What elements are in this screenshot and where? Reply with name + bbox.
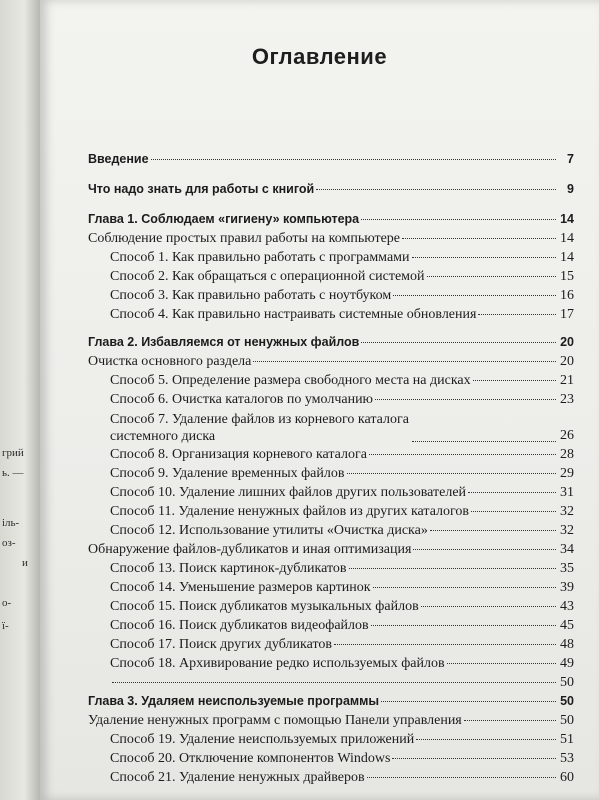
- dot-leader: [412, 441, 556, 442]
- book-page: [40, 0, 599, 800]
- toc-section: [88, 352, 574, 371]
- dot-leader: [392, 758, 556, 759]
- dot-leader: [468, 492, 556, 493]
- toc-entry-label: Способ 20. Отключение компонентов Windows: [110, 751, 391, 766]
- dot-leader: [471, 511, 556, 512]
- adjacent-page-fragment: грий: [2, 447, 24, 459]
- toc-entry-label: Способ 13. Поиск картинок-дубликатов: [110, 561, 347, 576]
- dot-leader: [416, 739, 556, 740]
- toc-entry-label: Удаление ненужных программ с помощью Панели управления: [88, 713, 462, 728]
- toc-entry-label: Способ 16. Поиск дубликатов видеофайлов: [110, 618, 369, 633]
- toc-entry-label: Способ 17. Поиск других дубликатов: [110, 637, 332, 652]
- toc-method: [88, 597, 574, 616]
- dot-leader: [381, 701, 556, 702]
- toc-entry-label: Способ 11. Удаление ненужных файлов из других каталогов: [110, 504, 470, 519]
- dot-leader: [361, 219, 556, 220]
- toc-entry-page: 50: [560, 675, 574, 690]
- toc-entry-page: 14: [560, 231, 574, 246]
- toc-entry-label: Введение: [88, 152, 149, 166]
- toc-entry-howto: [88, 180, 574, 199]
- toc-entry-page: 49: [560, 656, 574, 671]
- toc-method: [88, 521, 574, 540]
- toc-entry-label: Глава 2. Избавляемся от ненужных файлов: [88, 335, 360, 349]
- dot-leader: [421, 606, 556, 607]
- toc-method: [88, 635, 574, 654]
- toc-section: [88, 229, 574, 248]
- toc-method: [88, 445, 574, 464]
- toc-entry-page: 35: [560, 561, 574, 576]
- dot-leader: [334, 644, 556, 645]
- toc-method: [88, 464, 574, 483]
- adjacent-page-fragment: о-: [2, 597, 12, 609]
- toc-method: [88, 305, 574, 324]
- adjacent-page-fragment: ї-: [2, 620, 9, 632]
- dot-leader: [393, 295, 556, 296]
- dot-leader: [373, 587, 556, 588]
- toc-entry-label: Способ 8. Организация корневого каталога: [110, 447, 367, 462]
- toc-extra-line: [88, 673, 574, 692]
- dot-leader: [473, 380, 556, 381]
- toc-entry-label: Способ 15. Поиск дубликатов музыкальных файлов: [110, 599, 419, 614]
- toc-chapter-3: [88, 692, 574, 711]
- toc-entry-page: 9: [567, 182, 574, 196]
- toc-entry-page: 50: [560, 713, 574, 728]
- toc-method: [88, 371, 574, 390]
- toc-entry-label: Обнаружение файлов-дубликатов и иная оптимизация: [88, 542, 412, 557]
- toc-entry-label: Способ 3. Как правильно работать с ноутбуком: [110, 288, 392, 303]
- dot-leader: [464, 720, 556, 721]
- toc-entry-label: Что надо знать для работы с книгой: [88, 182, 315, 196]
- toc-method: [88, 578, 574, 597]
- dot-leader: [112, 682, 556, 683]
- toc-entry-page: 39: [560, 580, 574, 595]
- toc-method: [88, 616, 574, 635]
- toc-entry-page: 21: [560, 373, 574, 388]
- toc-entry-label: Очистка основного раздела: [88, 354, 252, 369]
- toc-entry-page: 20: [560, 354, 574, 369]
- dot-leader: [413, 549, 556, 550]
- toc-section: [88, 540, 574, 559]
- toc-section: [88, 711, 574, 730]
- adjacent-page-fragment: ь. —: [2, 467, 24, 479]
- toc-entry-intro: [88, 150, 574, 169]
- toc-entry-page: 53: [560, 751, 574, 766]
- toc-entry-page: 60: [560, 770, 574, 785]
- toc-entry-page: 31: [560, 485, 574, 500]
- dot-leader: [253, 361, 556, 362]
- toc-entry-page: 43: [560, 599, 574, 614]
- dot-leader: [478, 314, 556, 315]
- toc-entry-label: Способ 18. Архивирование редко используемых файлов: [110, 656, 445, 671]
- toc-entry-page: 34: [560, 542, 574, 557]
- toc-entry-label: Способ 7. Удаление файлов из корневого каталога системного диска: [110, 412, 409, 444]
- toc-entry-label: Соблюдение простых правил работы на компьютере: [88, 231, 401, 246]
- toc-entry-page: 45: [560, 618, 574, 633]
- dot-leader: [402, 238, 556, 239]
- toc-entry-page: 29: [560, 466, 574, 481]
- toc-method: [88, 267, 574, 286]
- toc-method: [88, 654, 574, 673]
- dot-leader: [151, 159, 556, 160]
- toc-entry-page: 14: [560, 250, 574, 265]
- toc-entry-page: 23: [560, 392, 574, 407]
- toc-entry-label: Способ 21. Удаление ненужных драйверов: [110, 770, 365, 785]
- dot-leader: [412, 257, 556, 258]
- toc-method: [88, 502, 574, 521]
- table-of-contents: [88, 150, 574, 787]
- adjacent-page-fragment: іль-: [2, 517, 20, 529]
- toc-entry-label: Способ 2. Как обращаться с операционной системой: [110, 269, 425, 284]
- toc-entry-page: 15: [560, 269, 574, 284]
- toc-entry-page: 32: [560, 504, 574, 519]
- page-title: Оглавление: [251, 44, 388, 69]
- toc-entry-label: Способ 6. Очистка каталогов по умолчанию: [110, 392, 374, 407]
- toc-entry-page: 50: [560, 694, 574, 708]
- toc-entry-page: 14: [560, 212, 574, 226]
- adjacent-page-edge: [0, 0, 40, 800]
- dot-leader: [427, 276, 556, 277]
- dot-leader: [349, 568, 557, 569]
- toc-entry-page: 51: [560, 732, 574, 747]
- toc-method: [88, 730, 574, 749]
- toc-entry-label: Способ 4. Как правильно настраивать системные обновления: [110, 307, 477, 322]
- toc-entry-page: 28: [560, 447, 574, 462]
- toc-entry-page: 32: [560, 523, 574, 538]
- toc-entry-label: Способ 9. Удаление временных файлов: [110, 466, 345, 481]
- toc-entry-label: Способ 19. Удаление неиспользуемых приложений: [110, 732, 415, 747]
- toc-entry-page: 20: [560, 335, 574, 349]
- dot-leader: [375, 399, 556, 400]
- dot-leader: [369, 454, 556, 455]
- toc-entry-page: 48: [560, 637, 574, 652]
- toc-method: [88, 559, 574, 578]
- dot-leader: [371, 625, 556, 626]
- dot-leader: [430, 530, 556, 531]
- toc-entry-label: Способ 5. Определение размера свободного места на дисках: [110, 373, 471, 388]
- toc-method: [88, 248, 574, 267]
- toc-method: [88, 483, 574, 502]
- dot-leader: [361, 342, 556, 343]
- toc-entry-page: 26: [560, 428, 574, 443]
- dot-leader: [347, 473, 557, 474]
- adjacent-page-fragment: и: [22, 557, 28, 569]
- toc-chapter-1: [88, 210, 574, 229]
- toc-method: [88, 768, 574, 787]
- toc-chapter-2: [88, 333, 574, 352]
- dot-leader: [367, 777, 556, 778]
- toc-entry-page: 7: [567, 152, 574, 166]
- toc-method: [88, 286, 574, 305]
- dot-leader: [316, 189, 556, 190]
- toc-entry-label: Способ 10. Удаление лишних файлов других пользователей: [110, 485, 467, 500]
- adjacent-page-fragment: оз-: [2, 537, 16, 549]
- toc-entry-label: Глава 1. Соблюдаем «гигиену» компьютера: [88, 212, 360, 226]
- toc-entry-label: Способ 14. Уменьшение размеров картинок: [110, 580, 371, 595]
- dot-leader: [447, 663, 556, 664]
- toc-entry-page: 16: [560, 288, 574, 303]
- toc-entry-label: Глава 3. Удаляем неиспользуемые программы: [88, 694, 380, 708]
- toc-method: [88, 409, 574, 445]
- toc-entry-label: Способ 1. Как правильно работать с программами: [110, 250, 410, 265]
- toc-entry-page: 17: [560, 307, 574, 322]
- toc-entry-label: Способ 12. Использование утилиты «Очистка диска»: [110, 523, 428, 538]
- toc-method: [88, 749, 574, 768]
- toc-method: [88, 390, 574, 409]
